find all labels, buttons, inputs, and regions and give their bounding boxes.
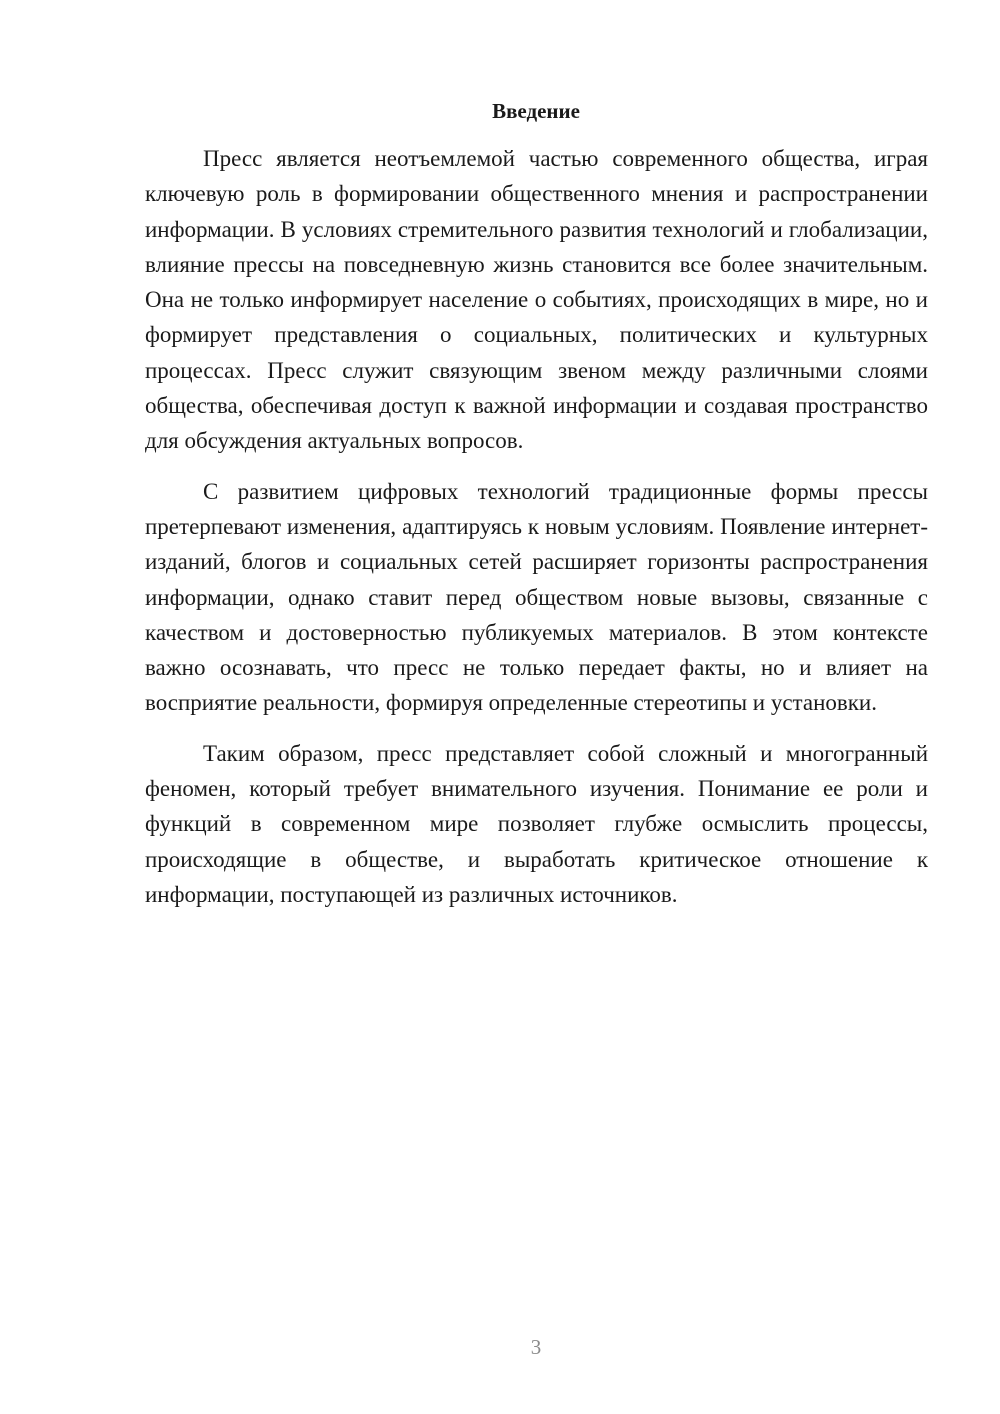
body-text (145, 141, 928, 927)
paragraph-2: С развитием цифровых технологий традиционные формы прессы претерпевают изменения, адаптируясь к новым условиям. Появление интернет-изданий, блогов и социальных сетей расширяет горизонты распространения информации, однако ставит перед обществом новые вызовы, связанные с качеством и достоверностью публикуемых материалов. В этом контексте важно осознавать, что пресс не только передает факты, но и влияет на восприятие реальности, формируя определенные стереотипы и установки. (145, 478, 928, 716)
paragraph-3: Таким образом, пресс представляет собой сложный и многогранный феномен, который требует внимательного изучения. Понимание ее роли и функций в современном мире позволяет глубже осмыслить процессы, происходящие в обществе, и выработать критическое отношение к информации, поступающей из различных источников. (145, 740, 928, 907)
paragraph-1: Пресс является неотъемлемой частью современного общества, играя ключевую роль в формировании общественного мнения и распространении информации. В условиях стремительного развития технологий и глобализации, влияние прессы на повседневную жизнь становится все более значительным. Она не только информирует население о событиях, происходящих в мире, но и формирует представления о социальных, политических и культурных процессах. Пресс служит связующим звеном между различными слоями общества, обеспечивая доступ к важной информации и создавая пространство для обсуждения актуальных вопросов. (145, 146, 928, 454)
page-title: Введение (492, 99, 580, 123)
page-number: 3 (530, 1335, 542, 1359)
